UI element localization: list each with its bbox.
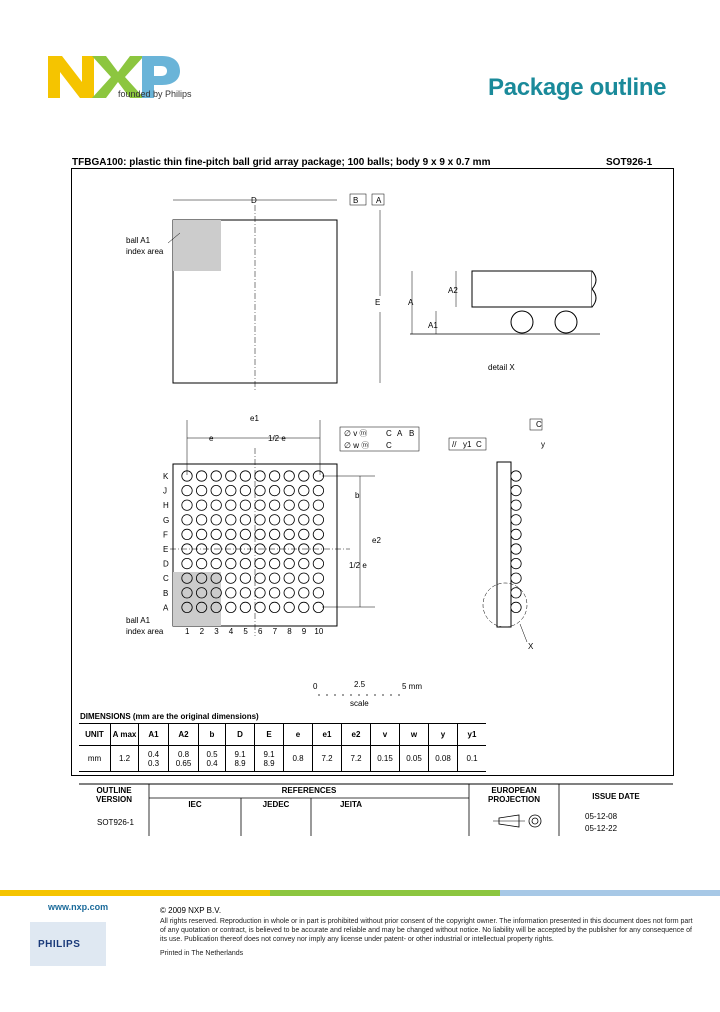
tol-y1: y1 [463, 440, 472, 449]
cell-b: 0.5 0.4 [199, 746, 226, 772]
ball [313, 588, 323, 598]
ball [240, 500, 250, 510]
th-d: D [226, 724, 255, 746]
ball [299, 485, 309, 495]
ball [284, 515, 294, 525]
ball [299, 602, 309, 612]
ball [226, 500, 236, 510]
label-e2: e2 [372, 536, 381, 545]
issue-date-2: 05-12-22 [585, 824, 618, 833]
th-e1: e1 [313, 724, 342, 746]
tol-v: ∅ v ⓜ [344, 429, 368, 438]
ball [299, 588, 309, 598]
side-view-body [472, 271, 592, 307]
dimensions-value-row [79, 746, 486, 772]
th-b: b [199, 724, 226, 746]
side-ball [511, 544, 521, 554]
ball [226, 573, 236, 583]
ball [255, 471, 265, 481]
ball [240, 471, 250, 481]
index-area-top [173, 220, 221, 271]
issue-date-1: 05-12-08 [585, 812, 618, 821]
side-ball [511, 588, 521, 598]
tol-v-a: A [397, 429, 403, 438]
ball [240, 602, 250, 612]
ball [182, 529, 192, 539]
column-label: 3 [214, 627, 219, 636]
ball [313, 485, 323, 495]
tagline: founded by Philips [118, 89, 192, 99]
ball [211, 515, 221, 525]
label-C: C [536, 420, 542, 429]
side-ball [511, 471, 521, 481]
ball [299, 529, 309, 539]
column-label: 2 [199, 627, 205, 636]
label-e1: e1 [250, 414, 259, 423]
side-ball [511, 500, 521, 510]
row-label: H [163, 501, 169, 511]
ball [269, 471, 279, 481]
ball [284, 529, 294, 539]
ball [313, 529, 323, 539]
label-detail-x: detail X [488, 363, 515, 372]
ball [211, 558, 221, 568]
label-A2: A2 [448, 286, 458, 295]
ball [182, 558, 192, 568]
column-labels [185, 627, 324, 636]
ball [269, 500, 279, 510]
label-half-e: 1/2 e [268, 434, 286, 443]
ball [240, 515, 250, 525]
projection-symbol-icon [493, 815, 541, 827]
column-label: 5 [243, 627, 248, 636]
tol-w: ∅ w ⓜ [344, 441, 370, 450]
row-label: B [163, 588, 169, 598]
ball [299, 573, 309, 583]
label-X: X [528, 642, 534, 651]
label-A-side: A [408, 298, 414, 307]
ball [313, 500, 323, 510]
cell-e1: 7.2 [313, 746, 342, 772]
ball [269, 558, 279, 568]
cell-a2: 0.8 0.65 [169, 746, 199, 772]
footer-color-bar [0, 890, 720, 896]
cell-a1: 0.4 0.3 [139, 746, 169, 772]
dimensions-table [79, 723, 486, 772]
tol-y: y [541, 440, 545, 449]
row-label: C [163, 574, 169, 584]
ball [299, 515, 309, 525]
row-label: G [163, 515, 170, 525]
package-title: TFBGA100: plastic thin fine-pitch ball grid array package; 100 balls; body 9 x 9 x 0.7 mm [72, 157, 491, 168]
package-code: SOT926-1 [606, 157, 653, 168]
nxp-website-link[interactable]: www.nxp.com [48, 902, 109, 912]
th-a1: A1 [139, 724, 169, 746]
label-A1: A1 [428, 321, 438, 330]
row-label: J [163, 486, 167, 496]
side-ball [511, 558, 521, 568]
row-label: K [163, 472, 169, 481]
ball [211, 471, 221, 481]
index-label-2: index area [126, 247, 164, 256]
jeita-label: JEITA [339, 800, 363, 809]
ball [240, 588, 250, 598]
ball [226, 529, 236, 539]
label-B: B [353, 196, 359, 205]
references-block [79, 784, 673, 836]
side-ball [511, 485, 521, 495]
label-A: A [376, 196, 382, 205]
ball [255, 515, 265, 525]
ball [284, 602, 294, 612]
cell-e2: 7.2 [342, 746, 371, 772]
ball [299, 471, 309, 481]
ball [255, 529, 265, 539]
th-y1: y1 [458, 724, 487, 746]
ball [182, 485, 192, 495]
th-a2: A2 [169, 724, 199, 746]
jedec-label: JEDEC [262, 800, 290, 809]
ball [299, 558, 309, 568]
ball [196, 471, 206, 481]
cell-d: 9.1 8.9 [226, 746, 255, 772]
scale-start: 0 [313, 682, 318, 691]
ball [269, 602, 279, 612]
ball [182, 500, 192, 510]
dimensions-caption: DIMENSIONS (mm are the original dimensions) [80, 712, 259, 721]
ball [255, 602, 265, 612]
ball [255, 588, 265, 598]
ball [284, 500, 294, 510]
ball [313, 515, 323, 525]
column-label: 7 [272, 627, 278, 636]
label-b: b [355, 491, 360, 500]
row-label: E [163, 545, 169, 554]
ball [269, 573, 279, 583]
tol-v-c: C [386, 429, 392, 438]
column-label: 4 [228, 627, 234, 636]
ball [196, 529, 206, 539]
label-e: e [209, 434, 214, 443]
ball [255, 558, 265, 568]
ball [240, 529, 250, 539]
ball [284, 588, 294, 598]
ball [313, 573, 323, 583]
scale-caption: scale [350, 699, 369, 708]
row-label: A [163, 603, 169, 613]
philips-logo: PHILIPS [38, 939, 81, 950]
iec-label: IEC [188, 800, 202, 809]
side-view-profile [497, 462, 511, 627]
cell-unit: mm [79, 746, 111, 772]
ball [269, 588, 279, 598]
ball [255, 500, 265, 510]
ball [211, 529, 221, 539]
cell-y: 0.08 [429, 746, 458, 772]
th-unit: UNIT [79, 724, 111, 746]
cell-v: 0.15 [371, 746, 400, 772]
ball [240, 558, 250, 568]
ball [211, 500, 221, 510]
ball [196, 515, 206, 525]
european-projection-label: EUROPEAN PROJECTION [487, 786, 540, 804]
ball [255, 485, 265, 495]
label-E: E [375, 298, 381, 307]
ball [226, 602, 236, 612]
ball [284, 573, 294, 583]
cell-w: 0.05 [400, 746, 429, 772]
outline-version-label: OUTLINE VERSION [95, 786, 132, 804]
cell-e: 9.1 8.9 [255, 746, 284, 772]
ball [255, 573, 265, 583]
side-balls [511, 471, 521, 613]
label-half-e-v: 1/2 e [349, 561, 367, 570]
ball [226, 485, 236, 495]
ball [313, 602, 323, 612]
index-label-bottom-1: ball A1 [126, 616, 151, 625]
column-label: 10 [314, 627, 324, 636]
cell-y1: 0.1 [458, 746, 487, 772]
page-title: Package outline [488, 74, 667, 101]
ball [211, 485, 221, 495]
ball [284, 485, 294, 495]
column-label: 1 [185, 627, 190, 636]
printed-note: Printed in The Netherlands [160, 950, 244, 957]
scale-mid: 2.5 [354, 680, 366, 689]
ball [240, 485, 250, 495]
th-e2: e2 [342, 724, 371, 746]
ball [226, 558, 236, 568]
ball [269, 515, 279, 525]
ball [269, 485, 279, 495]
tol-parallel: // [452, 440, 457, 449]
index-label-1: ball A1 [126, 236, 151, 245]
index-label-bottom-2: index area [126, 627, 164, 636]
cell-a-max: 1.2 [111, 746, 139, 772]
side-ball [511, 602, 521, 612]
scale-end: 5 mm [402, 682, 422, 691]
ball [196, 558, 206, 568]
tol-w-c: C [386, 441, 392, 450]
th-e: E [255, 724, 284, 746]
column-label: 8 [287, 627, 292, 636]
ball [284, 558, 294, 568]
cell-pitch-e: 0.8 [284, 746, 313, 772]
ball [182, 515, 192, 525]
row-label: F [163, 530, 168, 540]
side-ball [511, 515, 521, 525]
ball [284, 471, 294, 481]
column-label: 6 [258, 627, 263, 636]
ball [196, 485, 206, 495]
ball [196, 500, 206, 510]
th-a-max: A max [111, 724, 139, 746]
column-label: 9 [301, 627, 307, 636]
ball [226, 471, 236, 481]
ball [313, 558, 323, 568]
ball [269, 529, 279, 539]
ball [226, 588, 236, 598]
ball [226, 515, 236, 525]
side-ball [511, 529, 521, 539]
tol-y1-c: C [476, 440, 482, 449]
th-y: y [429, 724, 458, 746]
copyright: © 2009 NXP B.V. [160, 906, 222, 915]
th-v: v [371, 724, 400, 746]
label-D: D [251, 196, 257, 205]
issue-date-label: ISSUE DATE [592, 792, 640, 801]
row-labels [163, 472, 169, 612]
row-label: D [163, 559, 169, 569]
tol-v-b: B [409, 429, 415, 438]
legal-notice: All rights reserved. Reproduction in whole or in part is prohibited without prior consent of the copyright owner. The information presented in this document does not form part of any quotation or contract, is believed to be accurate and reliable and may be changed without notice. No liability will be accepted by the publisher for any consequence of its use. Publication thereof does not convey nor imply any license under patent- or other industrial or intellectual property rights. [160, 918, 693, 943]
side-ball [511, 573, 521, 583]
references-label: REFERENCES [281, 786, 337, 795]
th-w: w [400, 724, 429, 746]
th-pitch-e: e [284, 724, 313, 746]
dimensions-header-row [79, 724, 486, 746]
outline-version-value: SOT926-1 [97, 818, 134, 827]
ball [299, 500, 309, 510]
ball [240, 573, 250, 583]
